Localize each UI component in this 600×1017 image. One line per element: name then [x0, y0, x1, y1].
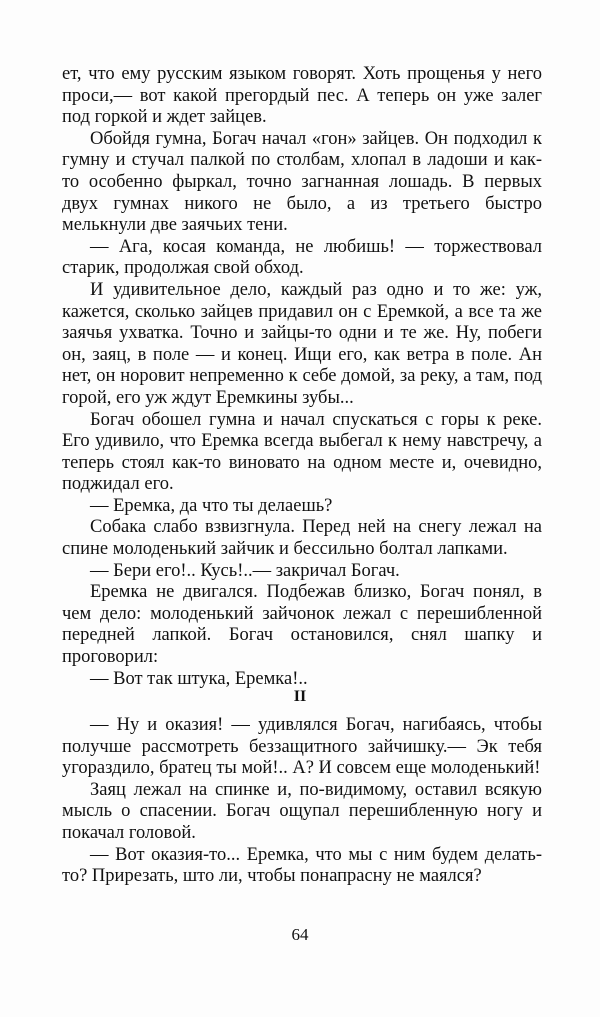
- paragraph: — Ага, косая команда, не любишь! — торжествовал старик, продолжая свой обход.: [62, 236, 542, 279]
- page-number: 64: [291, 925, 309, 944]
- paragraph: — Ну и оказия! — удивлялся Богач, нагибаясь, чтобы получше рассмотреть беззащитного зайчишку.— Эк тебя угораздило, братец ты мой!.. А? И совсем еще молоденький!: [62, 715, 542, 779]
- paragraph: — Вот так штука, Еремка!..: [90, 668, 308, 689]
- paragraph: Богач обошел гумна и начал спускаться с горы к реке. Его удивило, что Еремка всегда выбегал к нему навстречу, а теперь стоял как-то виновато на одном месте и, очевидно, поджидал его.: [62, 409, 542, 495]
- section-number: II: [293, 688, 307, 705]
- paragraph: Обойдя гумна, Богач начал «гон» зайцев. Он подходил к гумну и стучал палкой по столбам, хлопал в ладоши и как-то особенно фыркал, точно загнанная лошадь. В первых двух гумнах никого не было, а из третьего быстро мелькнули две заячьих тени.: [62, 128, 542, 236]
- paragraph: Заяц лежал на спинке и, по-видимому, оставил всякую мысль о спасении. Богач ощупал перешибленную ногу и покачал головой.: [62, 779, 542, 843]
- paragraph: — Бери его!.. Кусь!..— закричал Богач.: [90, 560, 400, 581]
- paragraph: И удивительное дело, каждый раз одно и то же: уж, кажется, сколько зайцев придавил он с Еремкой, а все та же заячья ухватка. Точно и зайцы-то одни и те же. Ну, побеги он, заяц, в поле — и конец. Ищи его, как ветра в поле. Ан нет, он норовит непременно к себе домой, за реку, а там, под горой, его уж ждут Еремкины зубы...: [62, 279, 542, 408]
- section-two-text-block: [62, 715, 542, 888]
- main-text-block: [62, 64, 542, 690]
- paragraph: — Вот оказия-то... Еремка, что мы с ним будем делать-то? Прирезать, што ли, чтобы понапрасну не маялся?: [62, 844, 542, 887]
- paragraph: Собака слабо взвизгнула. Перед ней на снегу лежал на спине молоденький зайчик и бессильно болтал лапками.: [62, 517, 542, 560]
- paragraph: — Еремка, да что ты делаешь?: [90, 495, 333, 516]
- paragraph: ет, что ему русским языком говорят. Хоть прощенья у него проси,— вот какой прегордый пес. А теперь он уже залег под горкой и ждет зайцев.: [62, 64, 542, 128]
- paragraph: Еремка не двигался. Подбежав близко, Богач понял, в чем дело: молоденький зайчонок лежал с перешибленной передней лапкой. Богач остановился, снял шапку и проговорил:: [62, 582, 542, 668]
